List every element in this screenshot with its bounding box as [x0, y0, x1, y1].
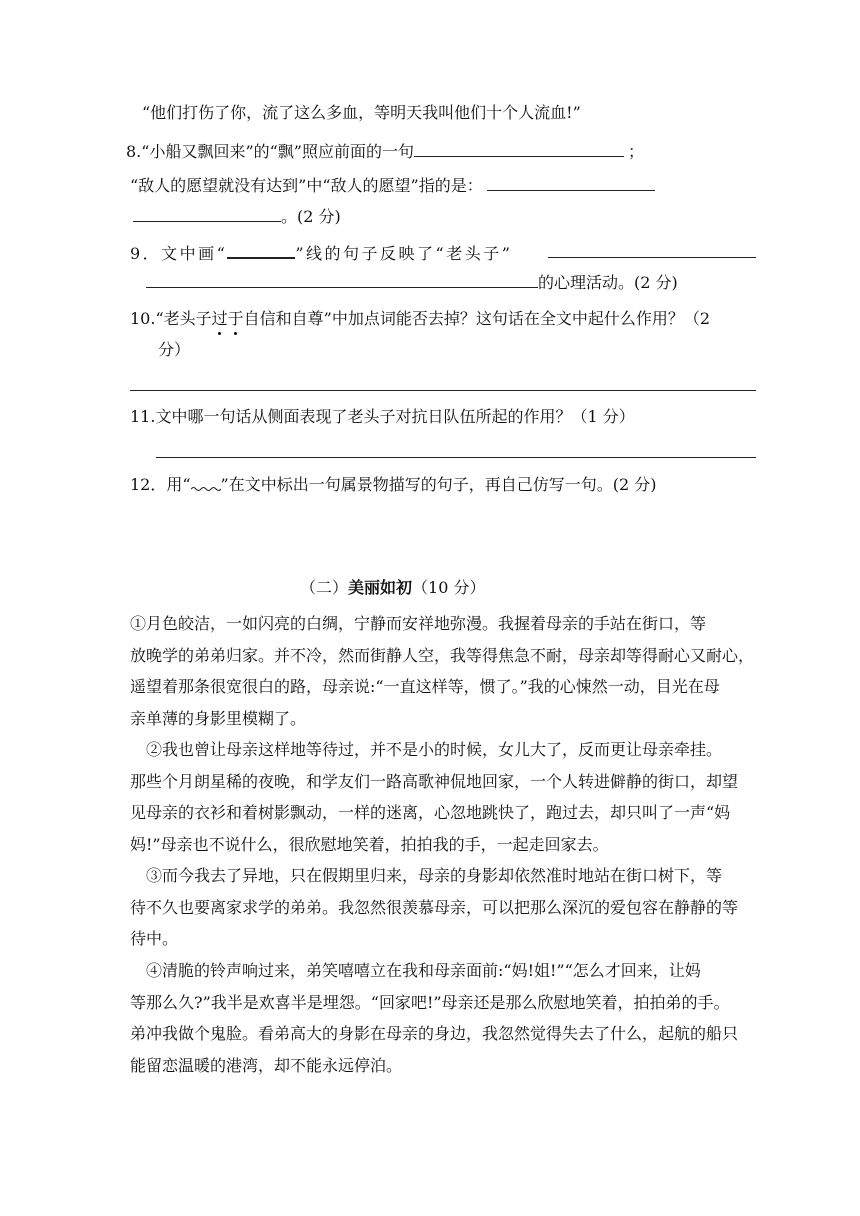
- section-2-score: （10 分）: [412, 578, 486, 597]
- quote-line: “他们打伤了你，流了这么多血，等明天我叫他们十个人流血!”: [142, 103, 581, 122]
- paragraph-1-line: 放晚学的弟弟归家。并不冷，然而街静人空，我等得焦急不耐，母亲却等得耐心又耐心，: [130, 645, 755, 665]
- question-12-line: [130, 474, 656, 496]
- paragraph-4: [130, 955, 762, 1081]
- dotted-char-1: 过: [211, 309, 228, 328]
- dotted-char-2: 于: [227, 309, 244, 328]
- paragraph-2-line: 见母亲的衣衫和着树影飘动，一样的迷离，心忽地跳快了，跑过去，却只叫了一声“妈: [130, 803, 731, 822]
- underline-sample: [227, 241, 295, 259]
- question-8-line-1: [126, 140, 644, 162]
- answer-blank-8a[interactable]: [414, 140, 624, 157]
- paragraph-4-line: 弟冲我做个鬼脸。看弟高大的身影在母亲的身边，我忽然觉得失去了什么，起航的船只: [130, 1024, 739, 1043]
- question-8-line-2: [130, 174, 655, 196]
- paragraph-2: [130, 734, 762, 860]
- question-12-text-a: 12．用“: [130, 475, 191, 494]
- question-10-line-1: [130, 309, 710, 331]
- answer-blank-9a[interactable]: [548, 257, 756, 258]
- answer-line-10[interactable]: [130, 390, 756, 391]
- question-10-line-2: 分）: [158, 340, 191, 359]
- paragraph-1-line: 亲单薄的身影里模糊了。: [130, 708, 307, 728]
- question-9-score: 的心理活动。(2 分): [538, 273, 678, 292]
- section-2-number: （二）: [300, 578, 349, 597]
- section-2-heading: 美丽如初: [348, 578, 413, 597]
- paragraph-1-line: 遥望着那条很宽很白的路，母亲说:“一直这样等，惯了。”我的心悚然一动，目光在母: [130, 677, 720, 696]
- paragraph-2-line: ②我也曾让母亲这样地等待过，并不是小的时候，女儿大了，反而更让母亲牵挂。: [130, 740, 723, 759]
- paragraph-2-line: 那些个月朗星稀的夜晚，和学友们一路高歌神侃地回家，一个人转进僻静的街口，却望: [130, 771, 739, 791]
- paragraph-4-line: 等那么久?”我半是欢喜半是埋怨。“回家吧!”母亲还是那么欣慰地笑着，拍拍弟的手。: [130, 992, 730, 1012]
- answer-blank-8c[interactable]: [133, 205, 281, 222]
- paragraph-1-line: ①月色皎洁，一如闪亮的白绸，宁静而安祥地弥漫。我握着母亲的手站在街口，等: [130, 614, 707, 633]
- question-9-line-2: [146, 271, 678, 293]
- question-8-text: 8.“小船又飘回来”的“飘”照应前面的一句: [126, 142, 414, 161]
- paragraph-1: [130, 608, 762, 734]
- paragraph-3-line: 待不久也要离家求学的弟弟。我忽然很羡慕母亲，可以把那么深沉的爱包容在静静的等: [130, 897, 739, 917]
- answer-blank-9b[interactable]: [146, 271, 538, 288]
- question-8-score: 。(2 分): [281, 207, 341, 226]
- paragraph-2-line: 妈!”母亲也不说什么，很欣慰地笑着，拍拍我的手，一起走回家去。: [130, 834, 609, 854]
- question-9-line-1: [130, 241, 512, 263]
- paragraph-4-line: 能留恋温暖的港湾，却不能永远停泊。: [130, 1055, 403, 1075]
- paragraph-3-line: 待中。: [130, 929, 179, 948]
- question-10-text-a: 10.“老头子: [130, 309, 212, 328]
- section-2-title: [300, 578, 485, 600]
- answer-line-11[interactable]: [156, 457, 756, 458]
- answer-blank-8b[interactable]: [487, 174, 655, 191]
- question-9-text-b: ”线的句子反映了“老头子”: [295, 244, 513, 263]
- question-8-line-3: [133, 205, 341, 227]
- question-10-text-b: 自信和自尊”中加点词能否去掉？这句话在全文中起什么作用？（2: [243, 309, 711, 328]
- question-9-text-a: 9．文中画“: [130, 244, 228, 263]
- question-8-text-b: “敌人的愿望就没有达到”中“敌人的愿望”指的是：: [130, 176, 483, 195]
- question-8-semicolon: ；: [628, 142, 645, 161]
- question-12-text-b: ”在文中标出一句属景物描写的句子，再自己仿写一句。(2 分): [220, 475, 657, 494]
- paragraph-3-line: ③而今我去了异地，只在假期里归来，母亲的身影却依然准时地站在街口树下，等: [130, 866, 723, 885]
- wavy-line-icon: [191, 474, 221, 490]
- paragraph-4-line: ④清脆的铃声响过来，弟笑嘻嘻立在我和母亲面前:“妈!姐!”“怎么才回来，让妈: [130, 961, 701, 980]
- paragraph-3: [130, 860, 762, 955]
- question-11-line: 11.文中哪一句话从侧面表现了老头子对抗日队伍所起的作用？（1 分）: [130, 407, 635, 426]
